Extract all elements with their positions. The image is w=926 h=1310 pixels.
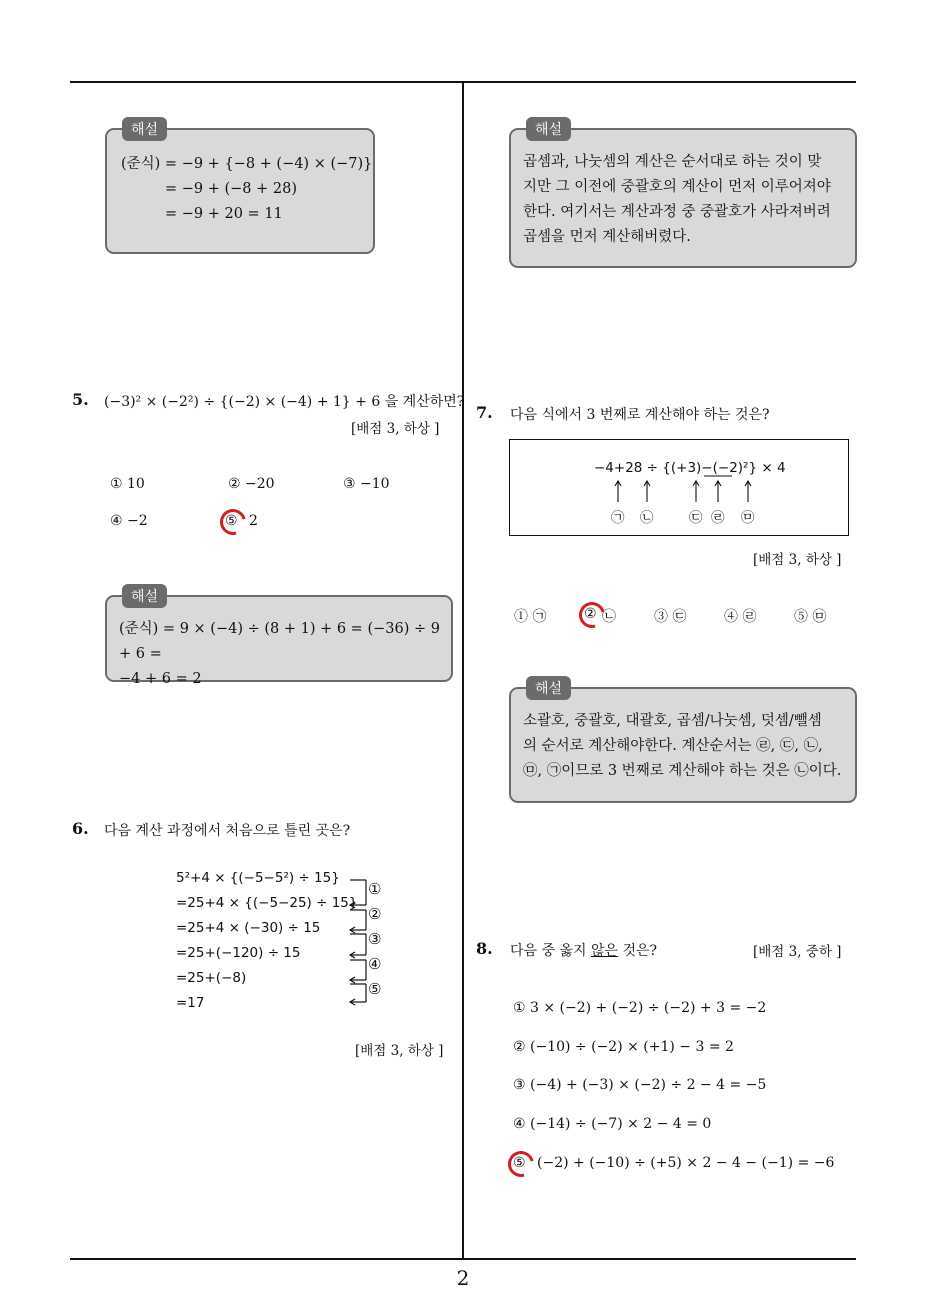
step-line: =25+4 × {(−5−25) ÷ 15} xyxy=(176,895,358,911)
question-number-7: 7. xyxy=(476,403,493,422)
expression-box xyxy=(509,439,849,536)
option-q7-3[interactable]: ③ ㉢ xyxy=(654,609,687,625)
solution-line: 곱셈과, 나눗셈의 계산은 순서대로 하는 것이 맞 xyxy=(523,154,822,170)
question-text-6: 다음 계산 과정에서 처음으로 틀린 곳은? xyxy=(104,823,351,839)
step-line: =25+(−120) ÷ 15 xyxy=(176,945,301,961)
score-q8: [배점 3, 중하 ] xyxy=(753,944,842,960)
score-q7: [배점 3, 하상 ] xyxy=(753,552,842,568)
option-q5-3[interactable]: ③ −10 xyxy=(343,476,390,492)
option-q8-3[interactable]: ③ (−4) + (−3) × (−2) ÷ 2 − 4 = −5 xyxy=(513,1077,767,1093)
option-q8-5-value[interactable]: (−2) + (−10) ÷ (+5) × 2 − 4 − (−1) = −6 xyxy=(537,1155,835,1171)
question-text-8 xyxy=(510,940,657,960)
solution-tag: 해설 xyxy=(122,117,167,141)
expr-label-2: ㉡ xyxy=(640,510,654,526)
solution-line: 지만 그 이전에 중괄호의 계산이 먼저 이루어져야 xyxy=(523,179,831,195)
step-line: 5²+4 × {(−5−5²) ÷ 15} xyxy=(176,870,340,886)
solution-line: (준식) = 9 × (−4) ÷ (8 + 1) + 6 = (−36) ÷ 9 + 6 = xyxy=(119,621,440,662)
solution-box-q5 xyxy=(105,589,453,687)
solution-line: 곱셈을 먼저 계산해버렸다. xyxy=(523,229,691,245)
expression-text: −4+28 ÷ {(+3)−(−2)²} × 4 xyxy=(594,460,786,476)
solution-tag: 해설 xyxy=(526,117,571,141)
step-line: =25+(−8) xyxy=(176,970,247,986)
solution-tag: 해설 xyxy=(526,676,571,700)
solution-box-q4 xyxy=(105,122,375,254)
question-text-5: (−3)² × (−2²) ÷ {(−2) × (−4) + 1} + 6 을 계산하면? xyxy=(104,394,465,410)
option-q7-2-marker[interactable]: ② xyxy=(584,606,597,622)
expression-arrows xyxy=(510,440,850,537)
solution-tag: 해설 xyxy=(122,584,167,608)
option-q8-1[interactable]: ① 3 × (−2) + (−2) ÷ (−2) + 3 = −2 xyxy=(513,1000,767,1016)
question-text-8-underlined: 않은 xyxy=(590,943,619,959)
option-q7-2-value[interactable]: ㉡ xyxy=(602,609,616,625)
option-q7-1[interactable]: ① ㉠ xyxy=(514,609,547,625)
option-q8-2[interactable]: ② (−10) ÷ (−2) × (+1) − 3 = 2 xyxy=(513,1039,734,1055)
solution-line: ㉤, ㉠이므로 3 번째로 계산해야 하는 것은 ㉡이다. xyxy=(523,763,842,779)
step-marker-4: ④ xyxy=(368,955,382,973)
step-marker-3: ③ xyxy=(368,930,382,948)
answer-circle-mark xyxy=(503,1146,539,1182)
solution-box-q6 xyxy=(509,122,857,268)
solution-line: −4 + 6 = 2 xyxy=(119,671,202,687)
step-line: =25+4 × (−30) ÷ 15 xyxy=(176,920,321,936)
score-q5: [배점 3, 하상 ] xyxy=(351,421,440,437)
option-q8-4[interactable]: ④ (−14) ÷ (−7) × 2 − 4 = 0 xyxy=(513,1116,712,1132)
option-q5-2[interactable]: ② −20 xyxy=(228,476,275,492)
option-q5-5-value[interactable]: 2 xyxy=(249,513,258,529)
solution-line: 의 순서로 계산해야한다. 계산순서는 ㉣, ㉢, ㉡, xyxy=(523,738,823,754)
page-number: 2 xyxy=(456,1266,470,1290)
question-number-5: 5. xyxy=(72,390,89,409)
question-number-8: 8. xyxy=(476,939,493,958)
solution-line: = −9 + 20 = 11 xyxy=(165,206,283,222)
option-q7-5[interactable]: ⑤ ㉤ xyxy=(794,609,827,625)
option-q5-4[interactable]: ④ −2 xyxy=(110,513,148,529)
expr-label-3: ㉢ xyxy=(689,510,703,526)
solution-box-q7 xyxy=(509,681,857,803)
column-divider xyxy=(462,83,464,1260)
question-text-8-pre: 다음 중 옳지 xyxy=(510,943,591,959)
question-text-7: 다음 식에서 3 번째로 계산해야 하는 것은? xyxy=(510,407,770,423)
expr-label-4: ㉣ xyxy=(711,510,725,526)
step-marker-5: ⑤ xyxy=(368,980,382,998)
option-q8-5-marker[interactable]: ⑤ xyxy=(513,1155,526,1171)
option-q5-5-marker[interactable]: ⑤ xyxy=(225,513,238,529)
option-q5-1[interactable]: ① 10 xyxy=(110,476,145,492)
question-number-6: 6. xyxy=(72,819,89,838)
expr-label-5: ㉤ xyxy=(741,510,755,526)
score-q6: [배점 3, 하상 ] xyxy=(355,1043,444,1059)
solution-line: = −9 + (−8 + 28) xyxy=(165,181,298,197)
solution-line: 한다. 여기서는 계산과정 중 중괄호가 사라져버려 xyxy=(523,204,831,220)
step-marker-2: ② xyxy=(368,905,382,923)
answer-circle-mark xyxy=(574,597,610,633)
step-arrows xyxy=(340,872,390,1012)
question-text-8-post: 것은? xyxy=(618,943,658,959)
step-line: =17 xyxy=(176,995,205,1011)
solution-line: (준식) = −9 + {−8 + (−4) × (−7)} xyxy=(121,156,373,172)
solution-line: 소괄호, 중괄호, 대괄호, 곱셈/나눗셈, 덧셈/뺄셈 xyxy=(523,713,822,729)
answer-circle-mark xyxy=(215,504,251,540)
step-marker-1: ① xyxy=(368,880,382,898)
expr-label-1: ㉠ xyxy=(611,510,625,526)
option-q7-4[interactable]: ④ ㉣ xyxy=(724,609,757,625)
